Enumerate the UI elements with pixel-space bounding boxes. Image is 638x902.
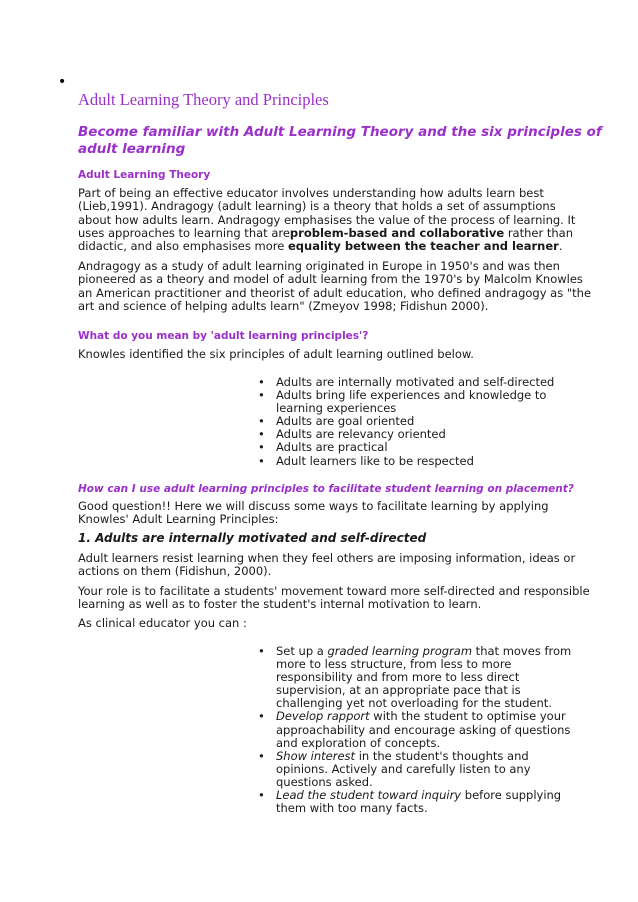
bullet-icon: • bbox=[258, 388, 265, 403]
list-item bbox=[258, 789, 578, 815]
text-run: Set up a bbox=[276, 644, 328, 658]
paragraph-line: Knowles' Adult Learning Principles: bbox=[78, 512, 279, 527]
paragraph-line: Adult learners resist learning when they feel others are imposing information, ideas or bbox=[78, 551, 576, 565]
list-item-text: learning experiences bbox=[276, 401, 397, 416]
list-item bbox=[258, 389, 578, 415]
bullet-icon: • bbox=[258, 788, 265, 803]
page-title: Adult Learning Theory and Principles bbox=[78, 90, 329, 109]
list-item bbox=[258, 645, 578, 710]
text-run: didactic, and also emphasises more bbox=[78, 239, 288, 254]
list-item bbox=[258, 455, 578, 468]
paragraph-line: about how adults learn. Andragogy emphasises the value of the process of learning. It bbox=[78, 212, 576, 227]
paragraph-good-question bbox=[78, 500, 568, 527]
paragraph-andragogy-intro bbox=[78, 186, 576, 254]
bullet-icon: • bbox=[258, 440, 265, 455]
paragraph-line: Knowles identified the six principles of adult learning outlined below. bbox=[78, 347, 474, 361]
paragraph-line: learning as well as to foster the student's internal motivation to learn. bbox=[78, 597, 482, 612]
paragraph-line: actions on them (Fidishun, 2000). bbox=[78, 564, 272, 579]
bold-phrase: problem-based and collaborative bbox=[289, 225, 505, 240]
text-run: . bbox=[558, 239, 563, 254]
emphasis-phrase: Show interest bbox=[276, 748, 356, 763]
page-subtitle bbox=[78, 124, 602, 158]
list-item-text: supervision, at an appropriate pace that is bbox=[276, 683, 521, 698]
paragraph-line: Your role is to facilitate a students' movement toward more self-directed and responsible bbox=[78, 584, 590, 598]
paragraph-line: Good question!! Here we will discuss some ways to facilitate learning by applying bbox=[78, 499, 549, 513]
bullet-icon: • bbox=[258, 375, 265, 389]
list-item-text: opinions. Actively and carefully listen to any bbox=[276, 761, 531, 776]
empty-list-bullet: • bbox=[58, 74, 67, 90]
list-item-text: questions asked. bbox=[276, 774, 373, 789]
section-heading-facilitate-learning: How can I use adult learning principles to facilitate student learning on placement? bbox=[78, 483, 574, 495]
paragraph-line: Andragogy as a study of adult learning originated in Europe in 1950's and was then bbox=[78, 259, 560, 273]
list-item-text: Adults are internally motivated and self-directed bbox=[276, 375, 555, 389]
list-item-text: Adults are goal oriented bbox=[276, 414, 415, 429]
paragraph-line bbox=[78, 240, 568, 253]
paragraph-clinical-educator bbox=[78, 617, 568, 630]
paragraph-line: (Lieb,1991). Andragogy (adult learning) is a theory that holds a set of assumptions bbox=[78, 199, 556, 214]
bullet-icon: • bbox=[258, 427, 265, 442]
principle-heading-internally-motivated: 1. Adults are internally motivated and self-directed bbox=[78, 531, 427, 545]
list-item-text: them with too many facts. bbox=[276, 801, 428, 816]
bullet-icon: • bbox=[258, 709, 265, 724]
paragraph-line: Part of being an effective educator involves understanding how adults learn best bbox=[78, 186, 544, 200]
list-item-text: challenging yet not overloading for the student. bbox=[276, 696, 552, 711]
principles-list bbox=[258, 376, 578, 468]
bold-phrase: equality between the teacher and learner bbox=[287, 239, 559, 254]
text-run: rather than bbox=[504, 225, 573, 240]
paragraph-principles-intro bbox=[78, 348, 568, 361]
list-item-text: Adults bring life experiences and knowledge to bbox=[276, 388, 547, 403]
paragraph-your-role bbox=[78, 584, 590, 612]
list-item-text: Adult learners like to be respected bbox=[276, 453, 474, 468]
subtitle-line: Become familiar with Adult Learning Theory and the six principles of bbox=[78, 124, 602, 140]
text-run: in the student's thoughts and bbox=[355, 748, 529, 763]
paragraph-line: an American practitioner and theorist of adult education, who defined andragogy as "the bbox=[78, 285, 592, 300]
list-item bbox=[258, 710, 578, 749]
emphasis-phrase: Develop rapport bbox=[276, 709, 370, 724]
paragraph-adult-learners-resist bbox=[78, 551, 576, 579]
text-run: before supplying bbox=[461, 788, 562, 803]
paragraph-line: pioneered as a theory and model of adult learning from the 1970's by Malcolm Knowles bbox=[78, 272, 583, 287]
list-item-text: responsibility and from more to less direct bbox=[276, 670, 520, 685]
paragraph-line: art and science of helping adults learn" (Zmeyov 1998; Fidishun 2000). bbox=[78, 298, 489, 313]
bullet-icon: • bbox=[258, 453, 265, 468]
list-item-text: approachability and encourage asking of questions bbox=[276, 722, 571, 737]
paragraph-line bbox=[78, 225, 573, 240]
list-item bbox=[258, 441, 578, 454]
list-item-text bbox=[276, 710, 578, 723]
paragraph-andragogy-history bbox=[78, 259, 592, 313]
list-item-text bbox=[276, 750, 578, 763]
text-run: that moves from bbox=[472, 644, 572, 658]
section-heading-adult-learning-theory: Adult Learning Theory bbox=[78, 169, 211, 181]
list-item bbox=[258, 750, 578, 789]
list-item-text: and exploration of concepts. bbox=[276, 735, 441, 750]
educator-actions-list bbox=[258, 645, 578, 815]
emphasis-phrase: graded learning program bbox=[327, 644, 473, 658]
bullet-icon: • bbox=[258, 748, 265, 763]
bullet-icon: • bbox=[258, 414, 265, 429]
list-item-text: Adults are relevancy oriented bbox=[276, 427, 446, 442]
section-heading-adult-learning-principles: What do you mean by 'adult learning principles'? bbox=[78, 330, 369, 342]
list-item-text: more to less structure, from less to more bbox=[276, 657, 512, 672]
bullet-icon: • bbox=[258, 644, 265, 658]
text-run: uses approaches to learning that are bbox=[78, 225, 290, 240]
paragraph-line: As clinical educator you can : bbox=[78, 616, 247, 630]
emphasis-phrase: Lead the student toward inquiry bbox=[276, 788, 462, 803]
text-run: with the student to optimise your bbox=[369, 709, 566, 724]
subtitle-line: adult learning bbox=[78, 141, 186, 157]
list-item-text: Adults are practical bbox=[276, 440, 388, 455]
